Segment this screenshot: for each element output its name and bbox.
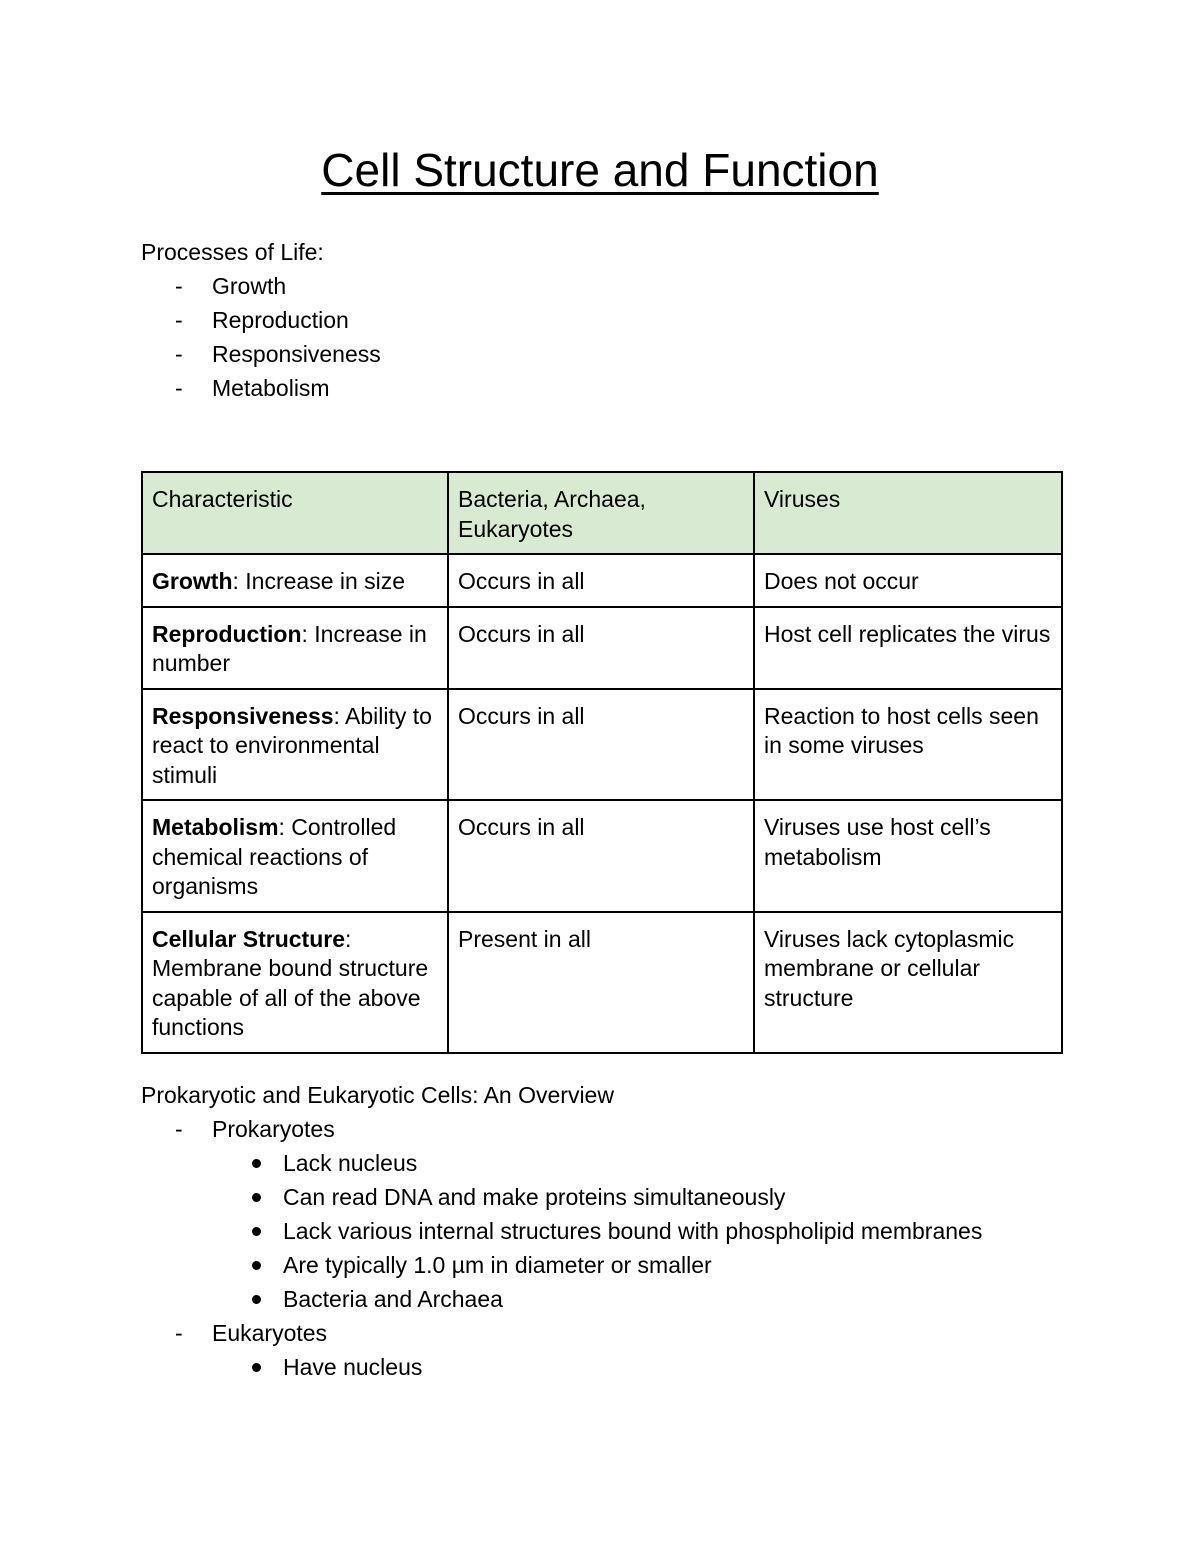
cells-value: Present in all bbox=[448, 912, 754, 1053]
list-item bbox=[141, 1112, 982, 1316]
viruses-value: Host cell replicates the virus bbox=[754, 607, 1062, 689]
characteristic-cell bbox=[142, 912, 448, 1053]
characteristic-cell bbox=[142, 607, 448, 689]
dash-bullet-icon: - bbox=[175, 307, 183, 333]
characteristic-cell bbox=[142, 554, 448, 607]
viruses-value: Does not occur bbox=[754, 554, 1062, 607]
bullet-dot-icon bbox=[252, 1193, 261, 1202]
overview-heading: Prokaryotic and Eukaryotic Cells: An Overview bbox=[141, 1082, 614, 1108]
overview-list bbox=[141, 1112, 982, 1384]
characteristic-definition: : Membrane bound structure capable of all of the above functions bbox=[152, 925, 429, 1040]
eukaryotes-list bbox=[212, 1350, 982, 1384]
characteristic-definition: : Controlled chemical reactions of organisms bbox=[152, 814, 397, 899]
characteristic-term: Growth bbox=[152, 568, 233, 594]
dash-bullet-icon: - bbox=[175, 1320, 183, 1346]
column-header-cells: Bacteria, Archaea, Eukaryotes bbox=[448, 472, 754, 554]
bullet-dot-icon bbox=[252, 1159, 261, 1168]
column-header-viruses: Viruses bbox=[754, 472, 1062, 554]
viruses-value: Viruses use host cell’s metabolism bbox=[754, 800, 1062, 912]
table-row bbox=[142, 554, 1062, 607]
cells-value: Occurs in all bbox=[448, 607, 754, 689]
list-item: - Growth bbox=[141, 269, 381, 303]
list-item: Are typically 1.0 µm in diameter or smaller bbox=[212, 1248, 982, 1282]
list-item: Have nucleus bbox=[212, 1350, 982, 1384]
processes-list bbox=[141, 269, 381, 405]
comparison-table bbox=[141, 471, 1063, 1054]
characteristic-term: Metabolism bbox=[152, 814, 279, 840]
characteristic-cell bbox=[142, 689, 448, 801]
list-item bbox=[141, 1316, 982, 1384]
page-title: Cell Structure and Function bbox=[321, 144, 879, 196]
list-item: - Reproduction bbox=[141, 303, 381, 337]
dash-bullet-icon: - bbox=[175, 375, 183, 401]
viruses-value: Reaction to host cells seen in some viruses bbox=[754, 689, 1062, 801]
list-item: Can read DNA and make proteins simultaneously bbox=[212, 1180, 982, 1214]
viruses-value: Viruses lack cytoplasmic membrane or cellular structure bbox=[754, 912, 1062, 1053]
bullet-dot-icon bbox=[252, 1227, 261, 1236]
list-item: - Responsiveness bbox=[141, 337, 381, 371]
bullet-dot-icon bbox=[252, 1295, 261, 1304]
characteristic-definition: : Increase in size bbox=[232, 568, 406, 594]
characteristic-definition: : Ability to react to environmental stimuli bbox=[152, 702, 432, 788]
characteristic-definition: : Increase in number bbox=[152, 620, 427, 676]
table-header-row bbox=[142, 472, 1062, 554]
list-item: Lack various internal structures bound with phospholipid membranes bbox=[212, 1214, 982, 1248]
characteristic-term: Responsiveness bbox=[152, 702, 334, 729]
bullet-dot-icon bbox=[252, 1363, 261, 1372]
column-header-characteristic: Characteristic bbox=[142, 472, 448, 554]
list-item: - Metabolism bbox=[141, 371, 381, 405]
cells-value: Occurs in all bbox=[448, 554, 754, 607]
table-row bbox=[142, 689, 1062, 801]
cells-value: Occurs in all bbox=[448, 689, 754, 801]
cells-value: Occurs in all bbox=[448, 800, 754, 912]
dash-bullet-icon: - bbox=[175, 273, 183, 299]
dash-bullet-icon: - bbox=[175, 341, 183, 367]
dash-bullet-icon: - bbox=[175, 1116, 183, 1142]
characteristic-term: Cellular Structure bbox=[152, 925, 345, 952]
table-row bbox=[142, 607, 1062, 689]
list-item: Lack nucleus bbox=[212, 1146, 982, 1180]
list-item: Bacteria and Archaea bbox=[212, 1282, 982, 1316]
characteristic-term: Reproduction bbox=[152, 620, 302, 647]
group-name: Prokaryotes bbox=[212, 1116, 335, 1142]
bullet-dot-icon bbox=[252, 1261, 261, 1270]
processes-heading: Processes of Life: bbox=[141, 239, 324, 265]
characteristic-cell bbox=[142, 800, 448, 912]
group-name: Eukaryotes bbox=[212, 1320, 328, 1346]
table-row bbox=[142, 912, 1062, 1053]
prokaryotes-list bbox=[212, 1146, 982, 1316]
table-row bbox=[142, 800, 1062, 912]
